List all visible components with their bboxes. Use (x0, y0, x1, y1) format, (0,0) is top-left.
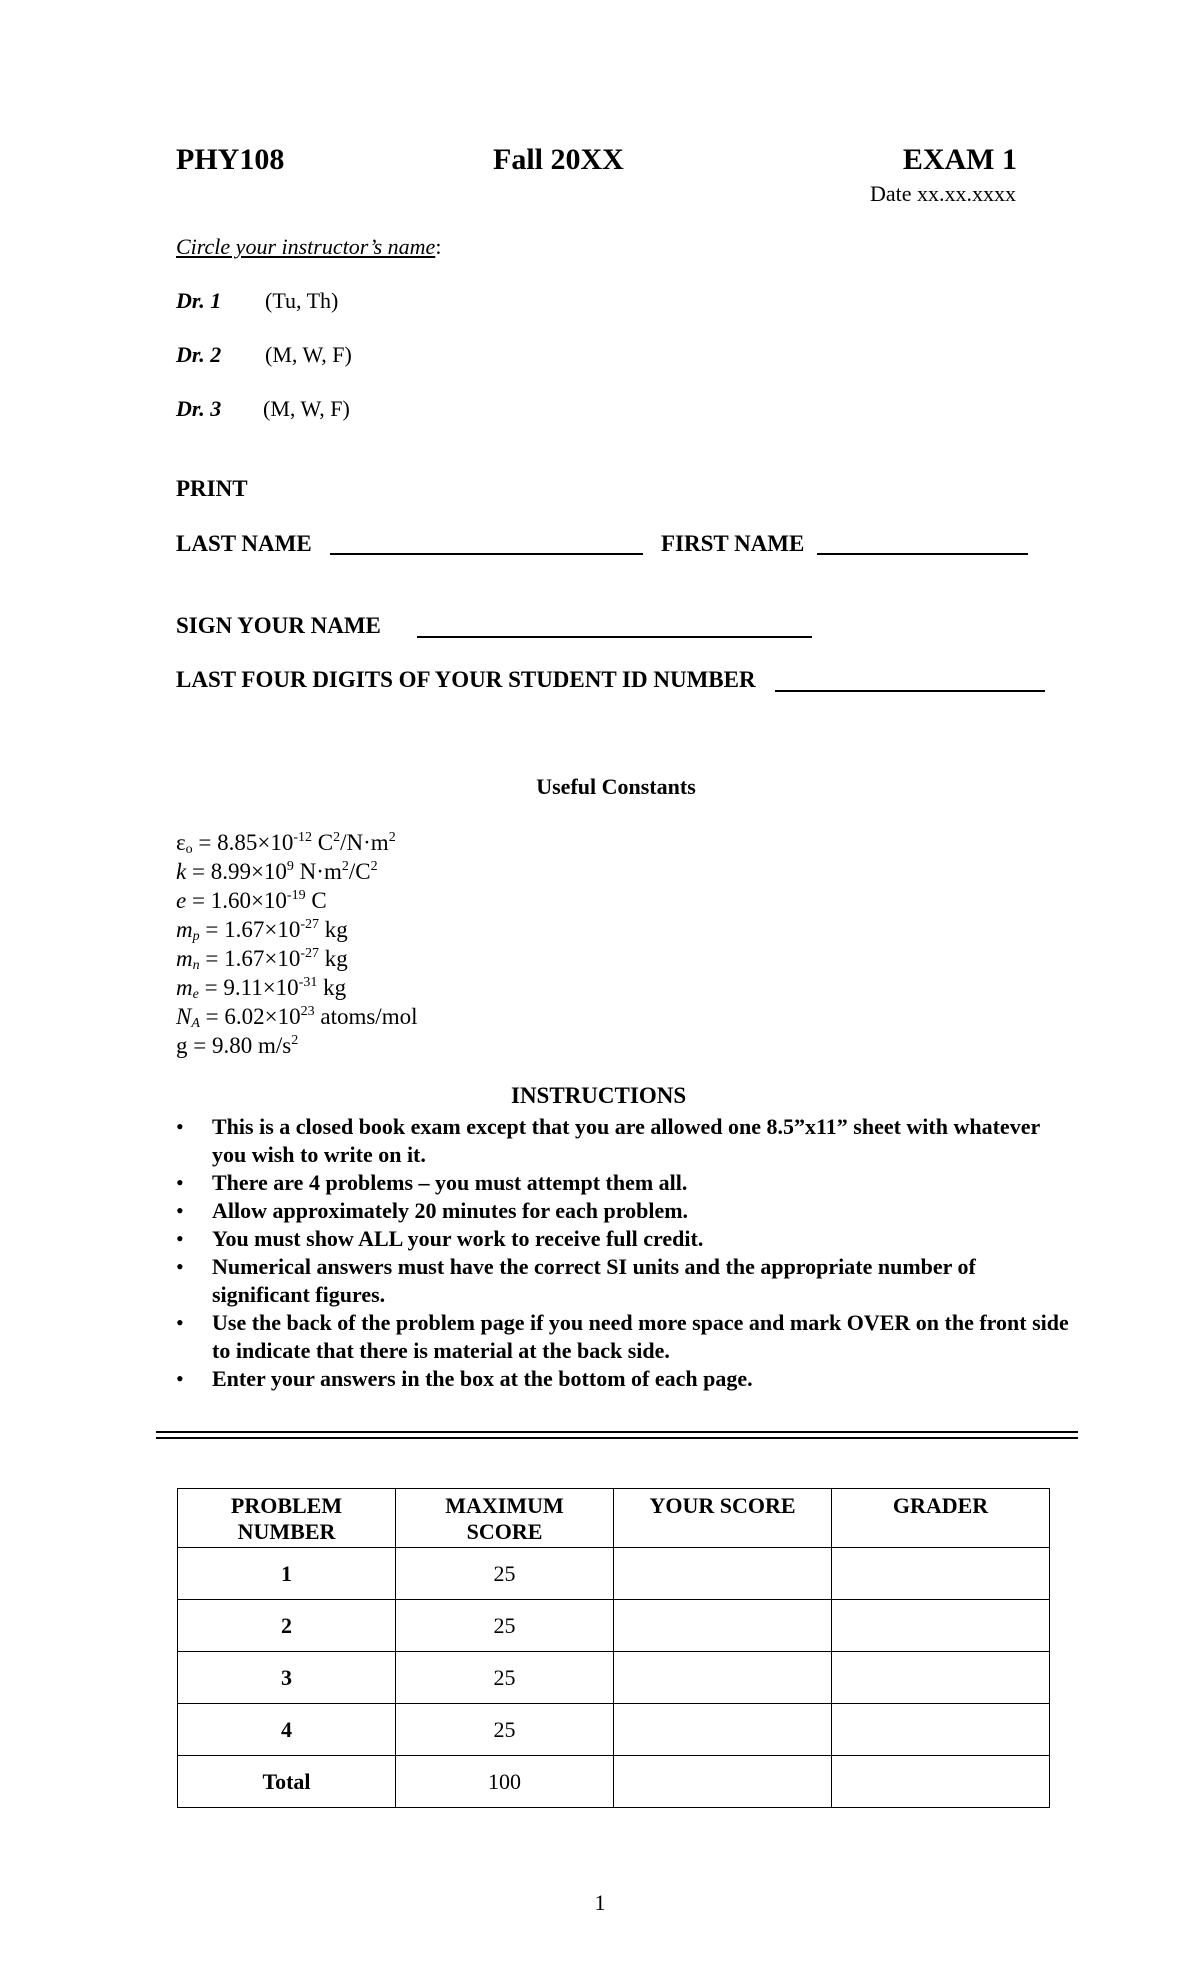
na-exponent: 23 (300, 1004, 315, 1019)
exam-date: Date xx.xx.xxxx (869, 181, 1016, 206)
your-score-cell[interactable] (614, 1548, 832, 1600)
max-score: 25 (396, 1548, 614, 1600)
mn-unit: kg (319, 946, 348, 971)
grader-cell[interactable] (832, 1652, 1050, 1704)
double-rule-top (156, 1431, 1078, 1433)
instruction-item: • Enter your answers in the box at the bottom of each page. (212, 1365, 1072, 1393)
mp-symbol: m (176, 917, 193, 942)
page-number: 1 (594, 1890, 606, 1915)
print-label: PRINT (176, 476, 248, 501)
student-id-field[interactable] (775, 690, 1045, 692)
mp-value: = 1.67×10 (199, 917, 301, 942)
your-score-cell[interactable] (614, 1704, 832, 1756)
constant-e (176, 886, 327, 915)
header-problem-line2: NUMBER (237, 1519, 336, 1544)
instructor-prompt-colon: : (435, 234, 442, 259)
mn-value: = 1.67×10 (199, 946, 301, 971)
instructor-days-3: (M, W, F) (263, 396, 350, 421)
mn-exponent: -27 (300, 946, 319, 961)
mp-exponent: -27 (300, 917, 319, 932)
score-table (177, 1488, 1050, 1808)
k-unit-b: /C (348, 859, 371, 884)
problem-number: 3 (178, 1652, 396, 1704)
e-symbol: e (176, 888, 187, 913)
total-label: Total (178, 1756, 396, 1808)
instruction-item: • There are 4 problems – you must attempt them all. (212, 1169, 1072, 1197)
signature-field[interactable] (417, 636, 812, 638)
constant-mp (176, 915, 348, 944)
instructor-name-1[interactable]: Dr. 1 (176, 288, 222, 313)
max-score: 25 (396, 1652, 614, 1704)
instruction-item: • You must show ALL your work to receive full credit. (212, 1225, 1072, 1253)
me-unit: kg (317, 975, 347, 1000)
k-unit-b-exp: 2 (370, 859, 378, 874)
k-unit-a: N·m (293, 859, 342, 884)
epsilon-subscript: o (185, 842, 193, 857)
epsilon-unit-b-exp: 2 (388, 830, 396, 845)
constant-na (176, 1002, 417, 1031)
problem-number: 4 (178, 1704, 396, 1756)
double-rule-bottom (156, 1437, 1078, 1439)
student-id-label: LAST FOUR DIGITS OF YOUR STUDENT ID NUMBER (176, 667, 756, 692)
na-value: = 6.02×10 (199, 1004, 301, 1029)
constant-epsilon (176, 828, 396, 857)
mp-unit: kg (319, 917, 348, 942)
instruction-item: • Numerical answers must have the correct SI units and the appropriate number of significant figures. (212, 1253, 1072, 1309)
k-exponent: 9 (286, 859, 294, 874)
instructor-name-2[interactable]: Dr. 2 (176, 342, 222, 367)
score-table-header (178, 1489, 1050, 1548)
table-row (178, 1548, 1050, 1600)
your-score-cell[interactable] (614, 1652, 832, 1704)
instructor-prompt (176, 234, 441, 260)
header-problem-line1: PROBLEM (230, 1493, 343, 1518)
mn-symbol: m (176, 946, 193, 971)
k-symbol: k (176, 859, 187, 884)
total-grader-cell[interactable] (832, 1756, 1050, 1808)
epsilon-exponent: -12 (293, 830, 313, 845)
mp-subscript: p (192, 929, 200, 944)
k-unit-a-exp: 2 (341, 859, 349, 874)
header-maximum-score (396, 1489, 614, 1548)
instructor-name-3[interactable]: Dr. 3 (176, 396, 222, 421)
table-row-total (178, 1756, 1050, 1808)
first-name-field[interactable] (817, 553, 1028, 555)
epsilon-unit-b: /N·m (340, 830, 389, 855)
table-row (178, 1652, 1050, 1704)
table-row (178, 1704, 1050, 1756)
na-unit: atoms/mol (314, 1004, 418, 1029)
table-row (178, 1600, 1050, 1652)
grader-cell[interactable] (832, 1704, 1050, 1756)
instructions-title: INSTRUCTIONS (511, 1083, 687, 1108)
problem-number: 2 (178, 1600, 396, 1652)
na-symbol: N (176, 1004, 192, 1029)
header-problem-number (178, 1489, 396, 1548)
total-max-score: 100 (396, 1756, 614, 1808)
header-grader: GRADER (832, 1489, 1050, 1548)
constants-title: Useful Constants (536, 774, 696, 799)
max-score: 25 (396, 1704, 614, 1756)
last-name-label: LAST NAME (176, 531, 312, 556)
problem-number: 1 (178, 1548, 396, 1600)
header-your-score: YOUR SCORE (614, 1489, 832, 1548)
constant-g (176, 1031, 298, 1060)
me-value: = 9.11×10 (198, 975, 299, 1000)
na-subscript: A (191, 1016, 200, 1031)
your-score-cell[interactable] (614, 1600, 832, 1652)
e-exponent: -19 (286, 888, 306, 903)
epsilon-symbol: ε (176, 830, 186, 855)
me-subscript: e (192, 987, 199, 1002)
grader-cell[interactable] (832, 1600, 1050, 1652)
e-value: = 1.60×10 (186, 888, 287, 913)
exam-title: EXAM 1 (902, 143, 1017, 176)
instruction-item: • Use the back of the problem page if you need more space and mark OVER on the front side to indicate that there is material at the back side. (212, 1309, 1072, 1365)
constant-me (176, 973, 346, 1002)
e-unit: C (305, 888, 327, 913)
instructions-list (176, 1113, 1072, 1393)
k-value: = 8.99×10 (186, 859, 287, 884)
instruction-item: • This is a closed book exam except that you are allowed one 8.5”x11” sheet with whatever you wish to write on it. (212, 1113, 1072, 1169)
instructor-days-2: (M, W, F) (265, 342, 352, 367)
mn-subscript: n (192, 958, 200, 973)
max-score: 25 (396, 1600, 614, 1652)
instructor-prompt-text: Circle your instructor’s name (176, 234, 436, 259)
me-symbol: m (176, 975, 193, 1000)
instructor-days-1: (Tu, Th) (265, 288, 339, 313)
g-text: g = 9.80 m/s (176, 1033, 292, 1058)
first-name-label: FIRST NAME (661, 531, 805, 556)
constant-mn (176, 944, 348, 973)
header-max-line1: MAXIMUM (445, 1493, 564, 1518)
sign-name-label: SIGN YOUR NAME (176, 613, 381, 638)
me-exponent: -31 (298, 975, 318, 990)
total-your-score-cell[interactable] (614, 1756, 832, 1808)
g-exponent: 2 (291, 1033, 299, 1048)
header-max-line2: SCORE (466, 1519, 543, 1544)
last-name-field[interactable] (330, 553, 643, 555)
constant-k (176, 857, 378, 886)
epsilon-unit-a: C (312, 830, 334, 855)
exam-term: Fall 20XX (493, 143, 624, 176)
grader-cell[interactable] (832, 1548, 1050, 1600)
epsilon-unit-a-exp: 2 (333, 830, 341, 845)
instruction-item: • Allow approximately 20 minutes for each problem. (212, 1197, 1072, 1225)
epsilon-value: = 8.85×10 (192, 830, 294, 855)
course-code: PHY108 (176, 143, 285, 176)
